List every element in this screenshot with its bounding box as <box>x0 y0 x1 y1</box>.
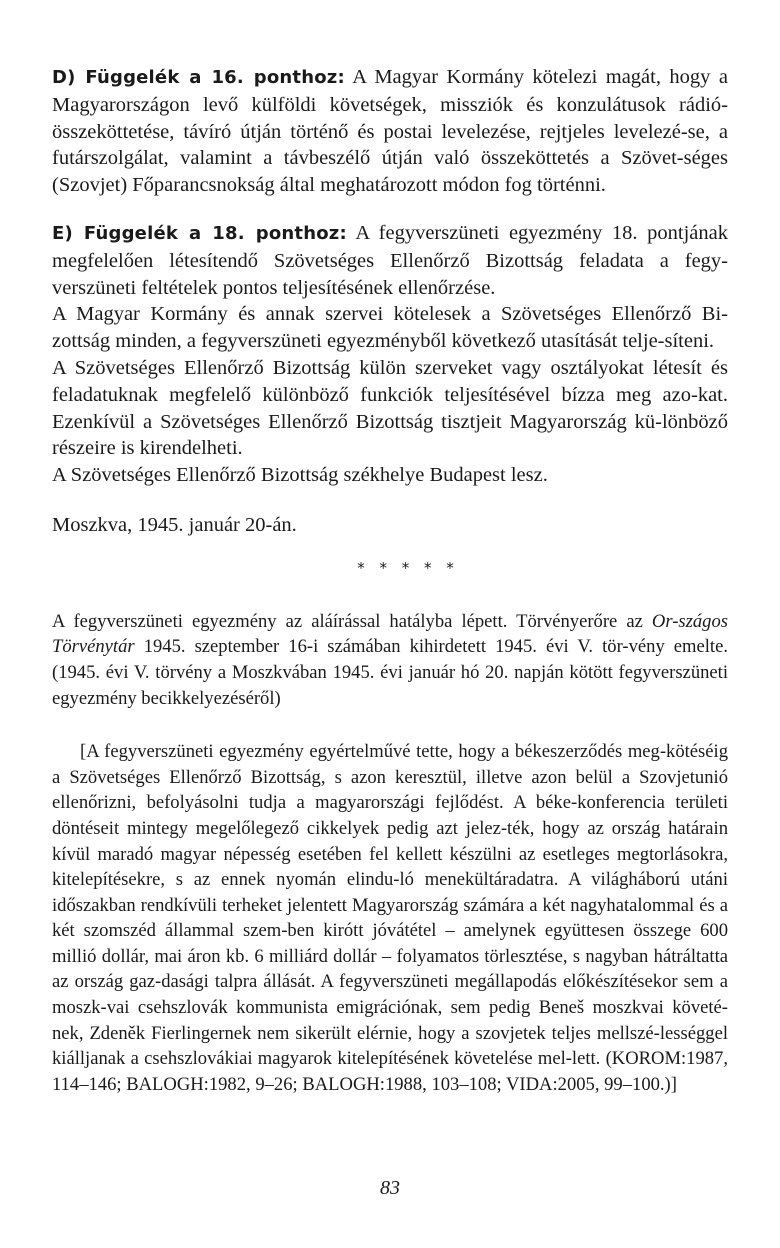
section-d-paragraph <box>52 64 728 199</box>
section-e-paragraph-2: A Magyar Kormány és annak szervei kötelesek a Szövetséges Ellenőrző Bi-zottság minden, a fegyverszüneti egyezményből következő utasítását telje-síteni. <box>52 303 728 353</box>
section-e-paragraph-4: A Szövetséges Ellenőrző Bizottság székhelye Budapest lesz. <box>52 464 548 487</box>
enactment-note-part-2: 1945. szeptember 16-i számában kihirdetett 1945. évi V. tör-vény emelte. (1945. évi V. törvény a Moszkvában 1945. évi január hó 20. napján kötött fegyverszüneti egyezmény becikkelyezéséről) <box>52 636 728 709</box>
enactment-note-italic: Or-szágos Törvénytár <box>52 610 728 658</box>
section-d-heading: D) Függelék a 16. ponthoz: <box>52 67 345 88</box>
enactment-note-part-1: A fegyverszüneti egyezmény az aláírással hatályba lépett. Törvényerőre az <box>52 610 652 632</box>
document-page <box>52 64 728 1097</box>
section-e-paragraph-3: A Szövetséges Ellenőrző Bizottság külön szerveket vagy osztályokat létesít és feladatuknak megfelelő különböző funkciók teljesítésével bízza meg azo-kat. Ezenkívül a Szövetséges Ellenőrző Bizottság tisztjeit Magyarország kü-lönböző részeire is kirendelheti. <box>52 356 728 460</box>
page-number: 83 <box>380 1177 400 1199</box>
section-e-text: A fegyverszüneti egyezmény 18. pontjának megfelelően létesítendő Szövetséges Ellenőrző Bizottság feladata a fegy-verszüneti feltételek pontos teljesítésének ellenőrzése. <box>52 221 728 299</box>
commentary-paragraph: [A fegyverszüneti egyezmény egyértelművé tette, hogy a békeszerződés meg-kötéséig a Szövetséges Ellenőrző Bizottság, s azon keresztül, illetve azon belül a Szovjetunió ellenőrizni, befolyásolni tudja a magyarországi fejlődést. A béke-konferencia területi döntéseit mintegy megelőlegező cikkelyek pedig azt jelez-ték, hogy az ország határain kívül maradó magyar népesség esetében fel kellett készülni az esetleges megtorlásokra, kitelepítésekre, s az ennek nyomán elindu-ló menekültáradatra. A világháború utáni időszakban rendkívüli terheket jelentett Magyarország számára a két nagyhatalommal és a két szomszéd állammal szem-ben kirótt jóvátétel – amelynek együttesen összege 600 millió dollár, mai áron kb. 6 milliárd dollár – folyamatos törlesztése, s nagyban hátráltatta az ország gaz-dasági talpra állását. A fegyverszüneti megállapodás előkészítésekor sem a moszk-vai csehszlovák kommunista emigrációnak, sem pedig Beneš moszkvai követé-nek, Zdeněk Fierlingernek nem sikerült elérnie, hogy a szovjetek teljes mellszé-lességgel kiálljanak a csehszlovákiai magyarok kitelepítésének követelése mel-lett. (KOROM:1987, 114–146; BALOGH:1982, 9–26; BALOGH:1988, 103–108; VIDA:2005, 99–100.)] <box>52 741 728 1095</box>
section-e-paragraph <box>52 220 728 301</box>
section-d-text: A Magyar Kormány kötelezi magát, hogy a Magyarországon levő külföldi követségek, missziók és konzulátusok rádió-összeköttetése, távíró útján történő és postai levelezése, rejtjeles levelezé-se, a futárszolgálat, valamint a távbeszélő útján való összeköttetés a Szövet-séges (Szovjet) Főparancsnokság által meghatározott módon fog történni. <box>52 66 728 197</box>
section-e-heading: E) Függelék a 18. ponthoz: <box>52 222 347 244</box>
separator-stars: * * * * * <box>357 558 459 577</box>
enactment-note <box>52 609 728 711</box>
date-line: Moszkva, 1945. január 20-án. <box>52 513 297 536</box>
